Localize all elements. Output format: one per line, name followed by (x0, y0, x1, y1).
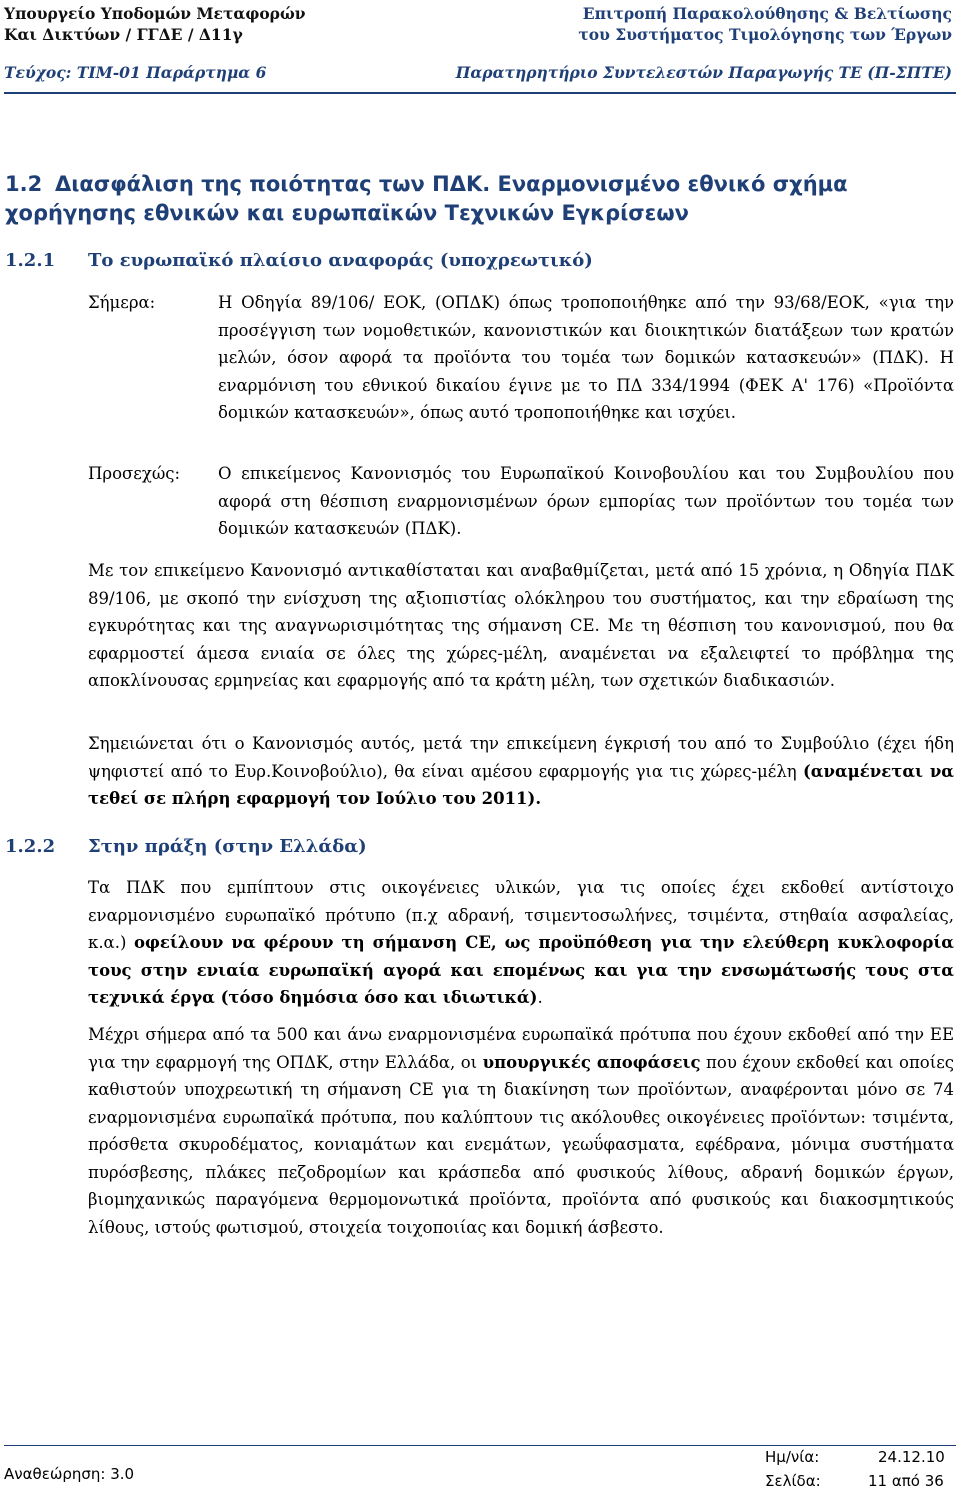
council-paragraph-text: Σημειώνεται ότι ο Κανονισμός αυτός, μετά την επικείμενη έγκρισή του από το Συμβούλιο (έχει ήδη ψηφιστεί από το Ευρ.Κοινοβούλιο), θα είναι αμέσου εφαρμογής για τις χώρες-μέλη (88, 734, 954, 781)
council-paragraph (88, 730, 954, 813)
section-title-line1: Διασφάλιση της ποιότητας των ΠΔΚ. Εναρμονισμένο εθνικό σχήμα (55, 172, 848, 196)
practice-paragraph-1-text: Τα ΠΔΚ που εμπίπτουν στις οικογένειες υλικών, για τις οποίες έχει εκδοθεί αντίστοιχο εναρμονισμένο ευρωπαϊκό πρότυπο (π.χ αδρανή, τσιμεντοσωλήνες, τσιμέντα, στηθαία ασφαλείας, κ.α.) (88, 878, 954, 952)
practice-paragraph-2 (88, 1021, 954, 1241)
footer-date-value: 24.12.10 (878, 1448, 945, 1466)
practice-paragraph-1 (88, 874, 954, 1012)
today-paragraph: Η Οδηγία 89/106/ ΕΟΚ, (ΟΠΔΚ) όπως τροποποιήθηκε από την 93/68/ΕΟΚ, «για την προσέγγιση των νομοθετικών, κανονιστικών και διοικητικών διατάξεων των κρατών μελών, όσον αφορά τα προϊόντα του τομέα των δομικών κατασκευών» (ΠΔΚ). Η εναρμόνιση του εθνικού δικαίου έγινε με το ΠΔ 334/1994 (ΦΕΚ Α' 176) «Προϊόντα δομικών κατασκευών», όπως αυτό τροποποιήθηκε και ισχύει. (218, 293, 954, 422)
section-number: 1.2 (5, 172, 43, 196)
practice-paragraph-1-end: . (537, 988, 543, 1007)
subsection-heading-1 (5, 250, 593, 271)
footer-date-label: Ημ/νία: (765, 1448, 820, 1466)
page-header (4, 3, 952, 45)
header-committee-line1: Επιτροπή Παρακολούθησης & Βελτίωσης (582, 4, 952, 23)
footer-page-label: Σελίδα: (765, 1472, 821, 1490)
practice-paragraph-2-bold: υπουργικές αποφάσεις (482, 1052, 701, 1072)
today-label: Σήμερα: (88, 293, 156, 312)
regulation-paragraph: Με τον επικείμενο Κανονισμό αντικαθίσταται και αναβαθμίζεται, μετά από 15 χρόνια, η Οδηγία ΠΔΚ 89/106, με σκοπό την ενίσχυση της αξιοπιστίας ολόκληρου του συστήματος, και την εδραίωση της εγκυρότητας και της αναγνωρισιμότητας της σήμανση CE. Με τη θέσπιση του κανονισμού, που θα εφαρμοστεί άμεσα ενιαία σε όλες της χώρες-μέλη, αναμένεται να εξαλειφτεί το πρόβλημα της αποκλίνουσας ερμηνείας και εφαρμογής από τα κράτη μέλη, των σχετικών διαδικασιών. (88, 561, 954, 690)
practice-paragraph-2-text-a: Μέχρι σήμερα από τα 500 και άνω εναρμονισμένα ευρωπαϊκά πρότυπα που έχουν εκδοθεί από την ΕΕ για την εφαρμογή της ΟΠΔΚ, στην Ελλάδα, οι (88, 1025, 954, 1072)
soon-paragraph: Ο επικείμενος Κανονισμός του Ευρωπαϊκού Κοινοβουλίου και του Συμβουλίου που αφορά στη θέσπιση εναρμονισμένων όρων εμπορίας των προϊόντων του τομέα των δομικών κατασκευών (ΠΔΚ). (218, 464, 954, 538)
council-paragraph-bold: (αναμένεται να τεθεί σε πλήρη εφαρμογή τον Ιούλιο του 2011). (88, 761, 954, 808)
practice-paragraph-2-text-b: που έχουν εκδοθεί και οποίες καθιστούν υποχρεωτική τη σήμανση CE για τη διακίνηση των προϊόντων, αναφέρονται μόνο σε 74 εναρμονισμένα ευρωπαϊκά πρότυπα, που καλύπτουν τις ακόλουθες οικογένειες προϊόντων: τσιμέντα, πρόσθετα σκυροδέματος, κονιαμάτων και ενεμάτων, γεωΰφασματα, εφέδρανα, μόνιμα συστήματα πυρόσβεσης, πλάκες πεζοδρομίων και κράσπεδα από φυσικούς λίθους, αδρανή δομικών έργων, βιομηχανικώς παραγόμενα θερμομονωτικά προϊόντα, προϊόντα από φυσικούς και διακοσμητικούς λίθους, ιστούς φωτισμού, στοιχεία τοιχοποιίας και δομική άσβεστο. (88, 1052, 954, 1237)
footer-revision: Αναθεώρηση: 3.0 (4, 1465, 135, 1483)
header-ministry-line2: Και Δικτύων / ΓΓΔΕ / Δ11γ (4, 25, 243, 44)
footer-divider (4, 1445, 956, 1446)
header-subline (4, 63, 952, 82)
header-ministry-line1: Υπουργείο Υποδομών Μεταφορών (4, 4, 306, 23)
subsection-title-1: Το ευρωπαϊκό πλαίσιο αναφοράς (υποχρεωτικό) (88, 250, 593, 271)
soon-label: Προσεχώς: (88, 464, 181, 483)
subsection-heading-2 (5, 836, 367, 857)
footer-page-value: 11 από 36 (868, 1472, 944, 1490)
header-committee-line2: του Συστήματος Τιμολόγησης των Έργων (578, 25, 952, 44)
subsection-number-2: 1.2.2 (5, 836, 56, 857)
header-observatory: Παρατηρητήριο Συντελεστών Παραγωγής ΤΕ (Π-ΣΠΤΕ) (455, 63, 952, 82)
header-issue: Τεύχος: ΤΙΜ-01 Παράρτημα 6 (4, 63, 267, 82)
section-title-line2: χορήγησης εθνικών και ευρωπαϊκών Τεχνικών Εγκρίσεων (5, 201, 689, 225)
practice-paragraph-1-bold: οφείλουν να φέρουν τη σήμανση CE, ως προϋπόθεση για την ελεύθερη κυκλοφορία τους στην ενιαία ευρωπαϊκή αγορά και επομένως και για την ενσωμάτωσής τους στα τεχνικά έργα (τόσο δημόσια όσο και ιδιωτικά) (88, 933, 954, 1007)
subsection-number-1: 1.2.1 (5, 250, 56, 271)
section-heading (5, 170, 945, 228)
subsection-title-2: Στην πράξη (στην Ελλάδα) (88, 836, 367, 857)
header-divider (4, 92, 956, 94)
